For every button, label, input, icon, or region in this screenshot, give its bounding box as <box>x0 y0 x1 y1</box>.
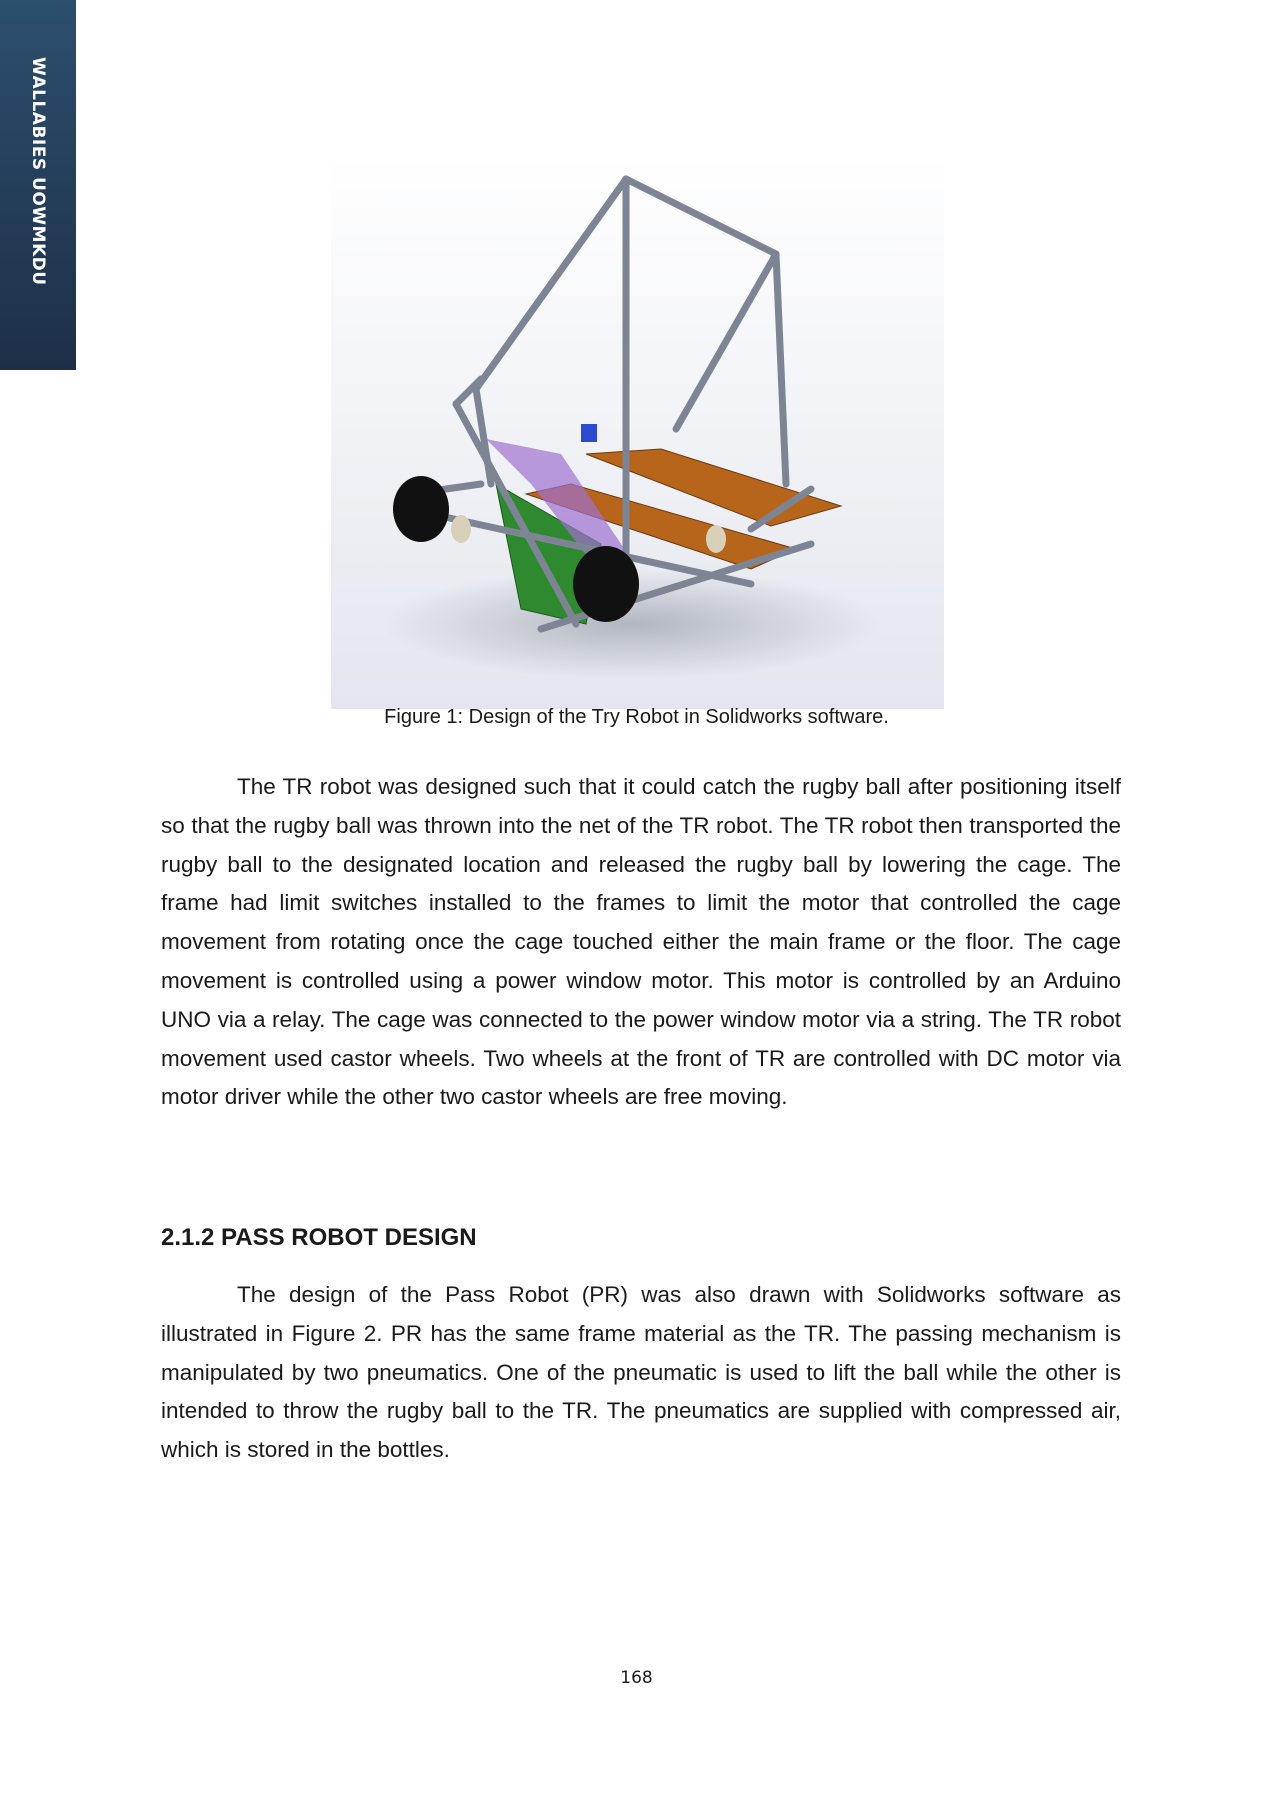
body-paragraph-2 <box>161 1276 1121 1470</box>
section-heading: 2.1.2 PASS ROBOT DESIGN <box>161 1224 477 1251</box>
side-tab-label: WALLABIES UOWMKDU <box>28 57 48 286</box>
paragraph-1-text: The TR robot was designed such that it could catch the rugby ball after positioning itself so that the rugby ball was thrown into the net of the TR robot. The TR robot then transported the rugby ball to the designated location and released the rugby ball by lowering the cage. The frame had limit switches installed to the frames to limit the motor that controlled the cage movement from rotating once the cage touched either the main frame or the floor. The cage movement is controlled using a power window motor. This motor is controlled by an Arduino UNO via a relay. The cage was connected to the power window motor via a string. The TR robot movement used castor wheels. Two wheels at the front of TR are controlled with DC motor via motor driver while the other two castor wheels are free moving. <box>161 774 1121 1110</box>
paragraph-2-text: The design of the Pass Robot (PR) was also drawn with Solidworks software as illustrated in Figure 2. PR has the same frame material as the TR. The passing mechanism is manipulated by two pneumatics. One of the pneumatic is used to lift the ball while the other is intended to throw the rugby ball to the TR. The pneumatics are supplied with compressed air, which is stored in the bottles. <box>161 1282 1121 1463</box>
figure-caption: Figure 1: Design of the Try Robot in Solidworks software. <box>384 706 889 728</box>
page-number: 168 <box>620 1668 653 1688</box>
robot-figure <box>331 154 944 709</box>
body-paragraph-1 <box>161 768 1121 1117</box>
try-robot-render <box>331 154 944 709</box>
side-tab <box>0 0 76 370</box>
